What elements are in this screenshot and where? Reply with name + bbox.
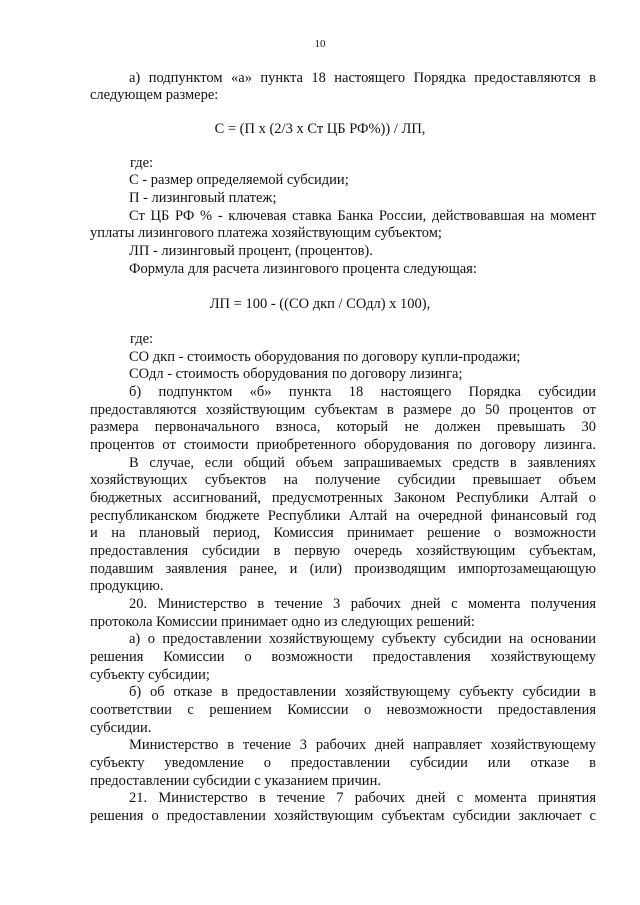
- text-line: процентов от стоимости приобретенного оборудования по договору лизинга.: [90, 437, 596, 453]
- text-line: предоставляются хозяйствующим субъектам в размере до 50 процентов от: [90, 402, 596, 418]
- text-line: соответствии с решением Комиссии о невозможности предоставления: [90, 702, 596, 718]
- text-line: В случае, если общий объем запрашиваемых средств в заявлениях: [129, 455, 596, 471]
- text-line: где:: [130, 155, 154, 171]
- text-line: продукцию.: [90, 578, 164, 594]
- text-line: б) об отказе в предоставлении хозяйствующему субъекту субсидии в: [129, 684, 596, 700]
- text-line: Ст ЦБ РФ % - ключевая ставка Банка России, действовавшая на момент: [129, 208, 596, 224]
- text-line: размера первоначального взноса, который не должен превышать 30: [90, 419, 596, 435]
- text-line: б) подпунктом «б» пункта 18 настоящего Порядка субсидии: [129, 384, 596, 400]
- text-line: СОдл - стоимость оборудования по договору лизинга;: [129, 366, 463, 382]
- text-line: уплаты лизингового платежа хозяйствующим субъектом;: [90, 225, 442, 241]
- text-line: субъекту уведомление о предоставлении субсидии или отказе в: [90, 755, 596, 771]
- text-line: а) о предоставлении хозяйствующему субъекту субсидии на основании: [129, 631, 596, 647]
- formula-subsidy: С = (П х (2/3 х Ст ЦБ РФ%)) / ЛП,: [214, 121, 426, 137]
- text-line: хозяйствующих субъектов на получение субсидии превышает объем: [90, 472, 596, 488]
- text-line: Формула для расчета лизингового процента следующая:: [129, 261, 477, 277]
- text-line: а) подпунктом «а» пункта 18 настоящего Порядка предоставляются в: [129, 70, 596, 86]
- text-line: следующем размере:: [90, 87, 219, 103]
- text-line: субсидии.: [90, 720, 152, 736]
- text-line: предоставлении субсидии с указанием причин.: [90, 773, 381, 789]
- text-line: протокола Комиссии принимает одно из следующих решений:: [90, 614, 475, 630]
- text-line: и на плановый период, Комиссия принимает решение о возможности: [90, 525, 596, 541]
- text-line: 21. Министерство в течение 7 рабочих дней с момента принятия: [129, 790, 596, 806]
- text-line: бюджетных ассигнований, предусмотренных Законом Республики Алтай о: [90, 490, 596, 506]
- text-line: СО дкп - стоимость оборудования по договору купли-продажи;: [129, 349, 521, 365]
- formula-leasing-percent: ЛП = 100 - ((СО дкп / СОдл) х 100),: [209, 296, 431, 312]
- text-line: подавшим заявления ранее, и (или) производящим импортозамещающую: [90, 561, 596, 577]
- text-line: решения о предоставлении хозяйствующим субъектам субсидии заключает с: [90, 808, 596, 824]
- page-number: 10: [314, 38, 326, 50]
- text-line: Министерство в течение 3 рабочих дней направляет хозяйствующему: [129, 737, 596, 753]
- text-line: предоставления субсидии в первую очередь хозяйствующим субъектам,: [90, 543, 596, 559]
- text-line: ЛП - лизинговый процент, (процентов).: [129, 243, 373, 259]
- text-line: С - размер определяемой субсидии;: [129, 172, 349, 188]
- text-line: решения Комиссии о возможности предоставления хозяйствующему: [90, 649, 596, 665]
- text-line: где:: [130, 331, 154, 347]
- text-line: П - лизинговый платеж;: [129, 190, 277, 206]
- text-line: республиканском бюджете Республики Алтай на очередной финансовый год: [90, 508, 596, 524]
- text-line: субъекту субсидии;: [90, 667, 210, 683]
- text-line: 20. Министерство в течение 3 рабочих дней с момента получения: [129, 596, 596, 612]
